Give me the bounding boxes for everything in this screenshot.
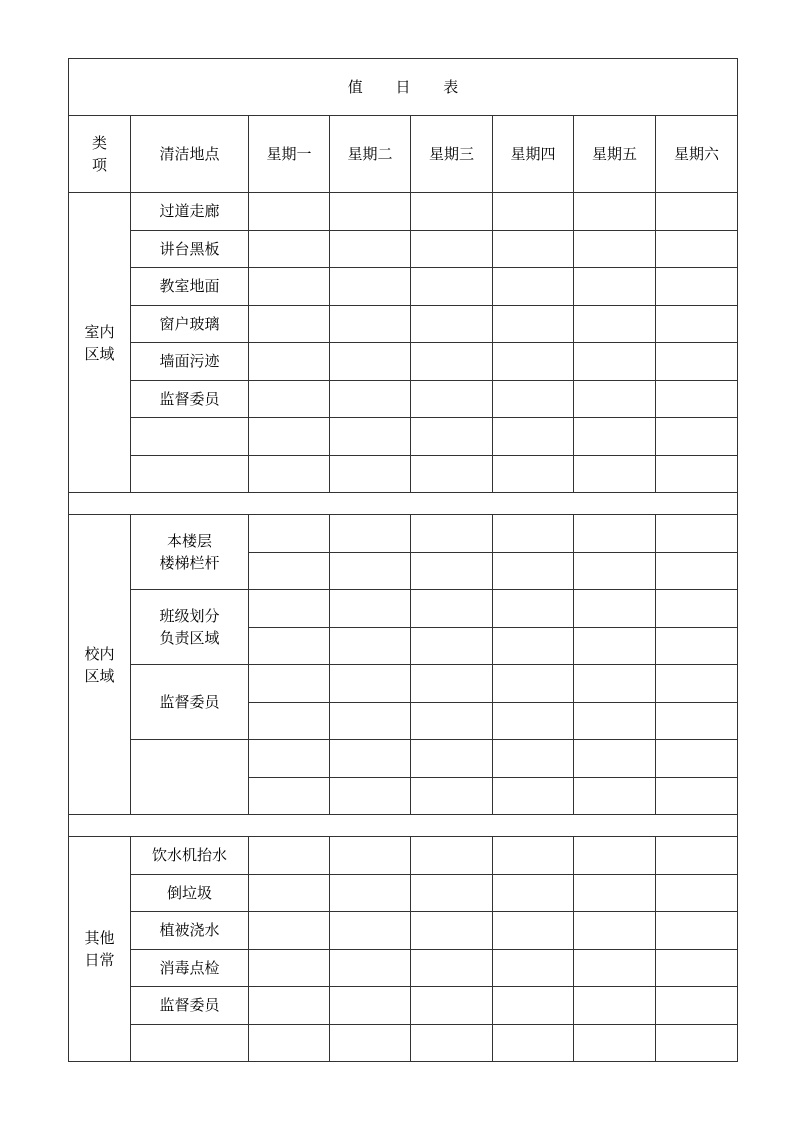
day-header-tue: 星期二 [330, 116, 411, 193]
spacer-row [69, 493, 738, 515]
category-line1: 其他 [84, 929, 115, 947]
duty-cell[interactable] [493, 777, 574, 815]
location-cell: 墙面污迹 [131, 343, 249, 381]
location-cell: 倒垃圾 [131, 874, 249, 912]
duty-cell[interactable] [411, 702, 493, 740]
duty-cell[interactable] [493, 912, 574, 950]
location-cell: 饮水机抬水 [131, 837, 249, 875]
table-row [69, 515, 738, 553]
duty-cell[interactable] [411, 740, 493, 778]
location-cell: 监督委员 [131, 987, 249, 1025]
duty-cell[interactable] [249, 515, 330, 553]
location-cell [131, 740, 249, 815]
day-header-sat: 星期六 [656, 116, 738, 193]
day-header-wed: 星期三 [411, 116, 493, 193]
location-line2: 楼梯栏杆 [159, 554, 220, 572]
location-cell [131, 455, 249, 493]
table-row [69, 418, 738, 456]
duty-cell[interactable] [493, 665, 574, 703]
duty-cell[interactable] [411, 230, 493, 268]
duty-cell[interactable] [330, 777, 411, 815]
duty-cell[interactable] [656, 740, 738, 778]
duty-cell[interactable] [493, 987, 574, 1025]
duty-cell[interactable] [574, 552, 656, 590]
duty-cell[interactable] [493, 590, 574, 628]
category-cell [69, 193, 131, 493]
duty-cell[interactable] [249, 305, 330, 343]
table-row [69, 665, 738, 703]
duty-cell[interactable] [249, 702, 330, 740]
location-line2: 负责区域 [159, 629, 220, 647]
table-row [69, 268, 738, 306]
duty-cell[interactable] [411, 987, 493, 1025]
duty-cell[interactable] [249, 949, 330, 987]
duty-cell[interactable] [493, 740, 574, 778]
duty-cell[interactable] [574, 740, 656, 778]
location-cell [131, 665, 249, 740]
duty-roster-table [68, 58, 738, 1062]
table-title: 值 日 表 [69, 59, 738, 116]
location-cell: 植被浇水 [131, 912, 249, 950]
duty-cell[interactable] [330, 380, 411, 418]
duty-cell[interactable] [249, 912, 330, 950]
duty-cell[interactable] [249, 740, 330, 778]
table-row [69, 912, 738, 950]
location-cell [131, 418, 249, 456]
duty-cell[interactable] [656, 837, 738, 875]
duty-cell[interactable] [493, 380, 574, 418]
duty-cell[interactable] [249, 193, 330, 231]
duty-cell[interactable] [493, 1024, 574, 1062]
duty-cell[interactable] [330, 193, 411, 231]
duty-cell[interactable] [574, 987, 656, 1025]
duty-cell[interactable] [574, 702, 656, 740]
duty-cell[interactable] [493, 305, 574, 343]
category-header [69, 116, 131, 193]
location-cell [131, 515, 249, 590]
duty-cell[interactable] [656, 1024, 738, 1062]
duty-cell[interactable] [574, 837, 656, 875]
duty-cell[interactable] [493, 515, 574, 553]
duty-cell[interactable] [656, 455, 738, 493]
duty-cell[interactable] [493, 343, 574, 381]
duty-cell[interactable] [574, 874, 656, 912]
duty-cell[interactable] [656, 193, 738, 231]
duty-cell[interactable] [656, 949, 738, 987]
duty-cell[interactable] [249, 590, 330, 628]
duty-cell[interactable] [493, 230, 574, 268]
duty-cell[interactable] [249, 380, 330, 418]
duty-cell[interactable] [656, 590, 738, 628]
duty-cell[interactable] [493, 837, 574, 875]
duty-cell[interactable] [574, 418, 656, 456]
duty-cell[interactable] [656, 552, 738, 590]
duty-cell[interactable] [574, 777, 656, 815]
category-header-line1: 类 [91, 134, 107, 152]
duty-cell[interactable] [411, 455, 493, 493]
location-line1: 班级划分 [159, 607, 220, 625]
location-cell: 讲台黑板 [131, 230, 249, 268]
category-cell [69, 837, 131, 1062]
duty-cell[interactable] [574, 343, 656, 381]
duty-cell[interactable] [656, 515, 738, 553]
duty-cell[interactable] [411, 193, 493, 231]
duty-cell[interactable] [656, 777, 738, 815]
duty-cell[interactable] [330, 949, 411, 987]
category-cell [69, 515, 131, 815]
duty-cell[interactable] [411, 665, 493, 703]
duty-cell[interactable] [656, 627, 738, 665]
location-line1: 本楼层 [166, 532, 212, 550]
duty-cell[interactable] [493, 193, 574, 231]
duty-cell[interactable] [574, 590, 656, 628]
duty-cell[interactable] [656, 343, 738, 381]
duty-cell[interactable] [411, 1024, 493, 1062]
duty-cell[interactable] [411, 268, 493, 306]
duty-cell[interactable] [330, 552, 411, 590]
duty-cell[interactable] [411, 912, 493, 950]
table-row [69, 343, 738, 381]
duty-cell[interactable] [574, 305, 656, 343]
duty-cell[interactable] [330, 268, 411, 306]
duty-cell[interactable] [574, 230, 656, 268]
location-cell: 消毒点检 [131, 949, 249, 987]
duty-cell[interactable] [330, 627, 411, 665]
table-row [69, 1024, 738, 1062]
duty-cell[interactable] [249, 552, 330, 590]
location-header: 清洁地点 [131, 116, 249, 193]
duty-cell[interactable] [493, 455, 574, 493]
duty-cell[interactable] [656, 874, 738, 912]
category-line1: 室内 [84, 322, 115, 341]
duty-cell[interactable] [656, 665, 738, 703]
duty-cell[interactable] [330, 912, 411, 950]
table-row [69, 193, 738, 231]
day-header-fri: 星期五 [574, 116, 656, 193]
duty-cell[interactable] [493, 552, 574, 590]
duty-cell[interactable] [330, 837, 411, 875]
location-cell: 窗户玻璃 [131, 305, 249, 343]
day-header-thu: 星期四 [493, 116, 574, 193]
duty-cell[interactable] [330, 305, 411, 343]
duty-cell[interactable] [249, 418, 330, 456]
location-line1: 监督委员 [159, 693, 220, 711]
duty-cell[interactable] [330, 343, 411, 381]
duty-cell[interactable] [411, 305, 493, 343]
duty-cell[interactable] [656, 987, 738, 1025]
duty-cell[interactable] [330, 455, 411, 493]
duty-cell[interactable] [411, 418, 493, 456]
duty-cell[interactable] [249, 837, 330, 875]
duty-cell[interactable] [656, 305, 738, 343]
duty-cell[interactable] [574, 627, 656, 665]
category-line2: 区域 [84, 666, 115, 685]
duty-cell[interactable] [411, 837, 493, 875]
table-row [69, 380, 738, 418]
duty-cell[interactable] [493, 627, 574, 665]
duty-cell[interactable] [330, 1024, 411, 1062]
table-row [69, 949, 738, 987]
duty-cell[interactable] [330, 987, 411, 1025]
category-line2: 日常 [84, 951, 115, 969]
table-row [69, 305, 738, 343]
duty-cell[interactable] [249, 627, 330, 665]
duty-cell[interactable] [493, 949, 574, 987]
day-header-mon: 星期一 [249, 116, 330, 193]
duty-cell[interactable] [411, 590, 493, 628]
duty-cell[interactable] [574, 665, 656, 703]
location-cell [131, 590, 249, 665]
location-cell: 教室地面 [131, 268, 249, 306]
table-row [69, 874, 738, 912]
spacer-row [69, 815, 738, 837]
category-line2: 区域 [84, 344, 115, 363]
category-line1: 校内 [84, 644, 115, 663]
duty-cell[interactable] [574, 380, 656, 418]
duty-cell[interactable] [330, 874, 411, 912]
duty-cell[interactable] [574, 912, 656, 950]
duty-cell[interactable] [249, 987, 330, 1025]
duty-cell[interactable] [249, 665, 330, 703]
duty-cell[interactable] [249, 230, 330, 268]
table-row [69, 740, 738, 778]
duty-cell[interactable] [330, 515, 411, 553]
location-cell: 监督委员 [131, 380, 249, 418]
duty-cell[interactable] [330, 702, 411, 740]
header-row [69, 116, 738, 193]
duty-cell[interactable] [330, 740, 411, 778]
duty-cell[interactable] [493, 268, 574, 306]
duty-cell[interactable] [249, 1024, 330, 1062]
duty-cell[interactable] [493, 874, 574, 912]
category-header-line2: 项 [91, 156, 107, 174]
table-row [69, 987, 738, 1025]
table-row [69, 230, 738, 268]
duty-cell[interactable] [574, 455, 656, 493]
duty-cell[interactable] [330, 230, 411, 268]
duty-cell[interactable] [574, 268, 656, 306]
duty-cell[interactable] [493, 418, 574, 456]
table-row [69, 455, 738, 493]
duty-cell[interactable] [656, 268, 738, 306]
duty-cell[interactable] [249, 268, 330, 306]
duty-cell[interactable] [493, 702, 574, 740]
table-row [69, 590, 738, 628]
table-row [69, 837, 738, 875]
duty-cell[interactable] [411, 343, 493, 381]
duty-cell[interactable] [330, 590, 411, 628]
duty-cell[interactable] [249, 343, 330, 381]
duty-cell[interactable] [574, 515, 656, 553]
duty-cell[interactable] [249, 777, 330, 815]
location-cell: 过道走廊 [131, 193, 249, 231]
duty-cell[interactable] [411, 777, 493, 815]
spacer-cell [69, 815, 738, 837]
duty-cell[interactable] [656, 230, 738, 268]
duty-cell[interactable] [330, 418, 411, 456]
duty-cell[interactable] [574, 193, 656, 231]
duty-cell[interactable] [411, 627, 493, 665]
duty-cell[interactable] [249, 455, 330, 493]
duty-cell[interactable] [411, 949, 493, 987]
duty-cell[interactable] [656, 702, 738, 740]
duty-cell[interactable] [411, 515, 493, 553]
duty-cell[interactable] [574, 1024, 656, 1062]
duty-cell[interactable] [656, 380, 738, 418]
duty-cell[interactable] [411, 380, 493, 418]
location-cell [131, 1024, 249, 1062]
duty-cell[interactable] [656, 912, 738, 950]
duty-cell[interactable] [574, 949, 656, 987]
duty-cell[interactable] [249, 874, 330, 912]
duty-cell[interactable] [656, 418, 738, 456]
duty-cell[interactable] [411, 874, 493, 912]
spacer-cell [69, 493, 738, 515]
duty-cell[interactable] [411, 552, 493, 590]
duty-cell[interactable] [330, 665, 411, 703]
